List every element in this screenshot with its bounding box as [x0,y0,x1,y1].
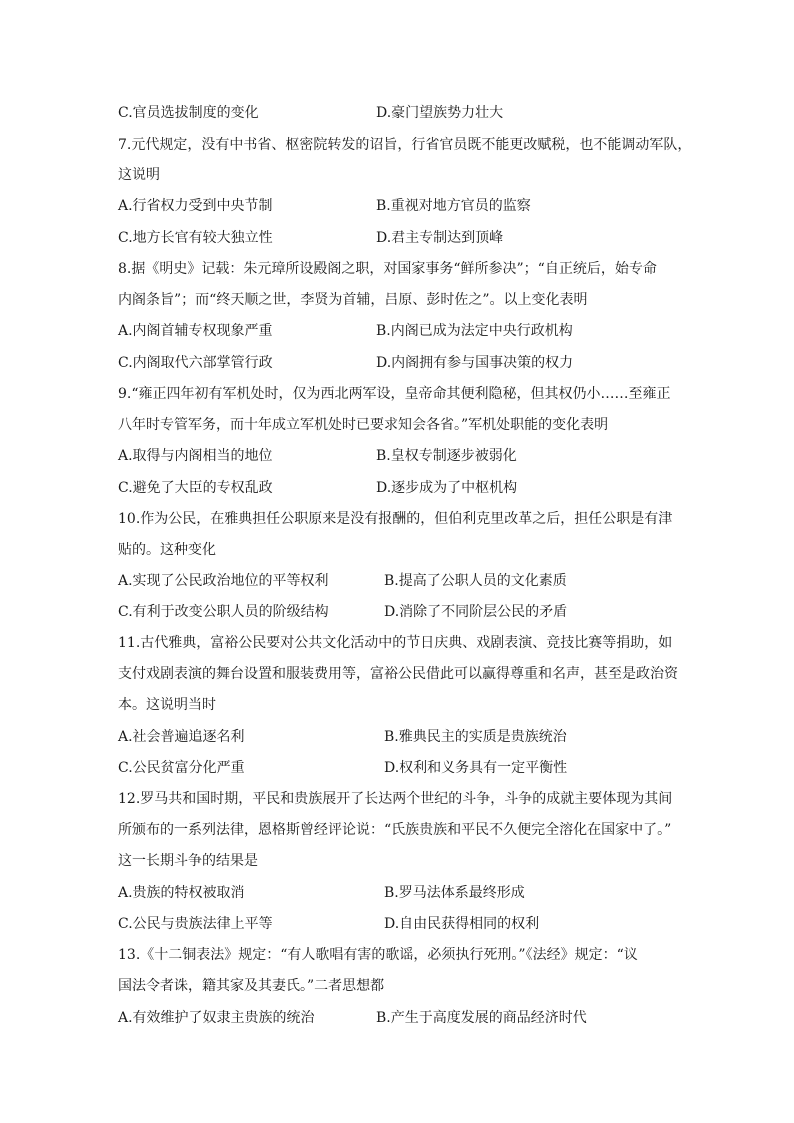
q13-option-b: B.产生于高度发展的商品经济时代 [376,1010,587,1026]
q12-stem-line-3: 这一长期斗争的结果是 [118,853,258,869]
q10-stem-line-1: 10.作为公民，在雅典担任公职原来是没有报酬的，但伯利克里改革之后，担任公职是有津 [118,511,673,527]
q13-stem-line-1: 13.《十二铜表法》规定：“有人歌唱有害的歌谣，必须执行死刑。”《法经》规定：“议 [118,947,638,963]
q13-stem-line-2: 国法令者诛，籍其家及其妻氏。”二者思想都 [118,978,385,994]
q7-option-c: C.地方长官有较大独立性 [118,230,273,246]
q10-stem-line-2: 贴的。这种变化 [118,542,216,558]
q12-option-a: A.贵族的特权被取消 [118,885,245,901]
q9-option-d: D.逐步成为了中枢机构 [376,480,518,496]
q8-stem-line-2: 内阁条旨”；而“终天顺之世，李贤为首辅，吕原、彭时佐之”。以上变化表明 [118,292,588,308]
q11-option-b: B.雅典民主的实质是贵族统治 [384,729,567,745]
q7-option-b: B.重视对地方官员的监察 [376,198,531,214]
q11-option-c: C.公民贫富分化严重 [118,760,245,776]
q10-option-c: C.有利于改变公职人员的阶级结构 [118,604,329,620]
q7-stem-line-1: 7.元代规定，没有中书省、枢密院转发的诏旨，行省官员既不能更改赋税，也不能调动军队， [118,137,692,153]
q12-option-c: C.公民与贵族法律上平等 [118,916,273,932]
q8-stem-line-1: 8.据《明史》记载：朱元璋所设殿阁之职，对国家事务“鲜所参决”；“自正统后，始专命 [118,261,657,277]
q11-stem-line-2: 支付戏剧表演的舞台设置和服装费用等，富裕公民借此可以赢得尊重和名声，甚至是政治资 [118,666,678,682]
q9-option-c: C.避免了大臣的专权乱政 [118,480,273,496]
q13-option-a: A.有效维护了奴隶主贵族的统治 [118,1010,315,1026]
q6-option-c: C.官员选拔制度的变化 [118,105,259,121]
q8-option-c: C.内阁取代六部掌管行政 [118,355,273,371]
q11-option-a: A.社会普遍追逐名利 [118,729,245,745]
q8-option-d: D.内阁拥有参与国事决策的权力 [376,355,574,371]
q7-option-a: A.行省权力受到中央节制 [118,198,273,214]
q6-option-d: D.豪门望族势力壮大 [376,105,504,121]
q12-option-d: D.自由民获得相同的权利 [384,916,540,932]
q9-option-a: A.取得与内阁相当的地位 [118,448,273,464]
q7-option-d: D.君主专制达到顶峰 [376,230,504,246]
q8-option-a: A.内阁首辅专权现象严重 [118,323,273,339]
q11-option-d: D.权利和义务具有一定平衡性 [384,760,568,776]
q9-stem-line-2: 八年时专管军务，而十年成立军机处时已要求知会各省。”军机处职能的变化表明 [118,417,609,433]
q12-stem-line-1: 12.罗马共和国时期，平民和贵族展开了长达两个世纪的斗争，斗争的成就主要体现为其间 [118,791,673,807]
q11-stem-line-3: 本。这说明当时 [118,697,216,713]
q7-stem-line-2: 这说明 [118,167,160,183]
q8-option-b: B.内阁已成为法定中央行政机构 [376,323,573,339]
q10-option-a: A.实现了公民政治地位的平等权利 [118,573,329,589]
q10-option-b: B.提高了公职人员的文化素质 [384,573,567,589]
q9-option-b: B.皇权专制逐步被弱化 [376,448,517,464]
q9-stem-line-1: 9.“雍正四年初有军机处时，仅为西北两军设，皇帝命其便利隐秘，但其权仍小……至雍正 [118,386,671,402]
q11-stem-line-1: 11.古代雅典，富裕公民要对公共文化活动中的节日庆典、戏剧表演、竞技比赛等捐助，如 [118,635,673,651]
q12-option-b: B.罗马法体系最终形成 [384,885,525,901]
q10-option-d: D.消除了不同阶层公民的矛盾 [384,604,568,620]
q12-stem-line-2: 所颁布的一系列法律，恩格斯曾经评论说：“氏族贵族和平民不久便完全溶化在国家中了。” [118,822,672,838]
